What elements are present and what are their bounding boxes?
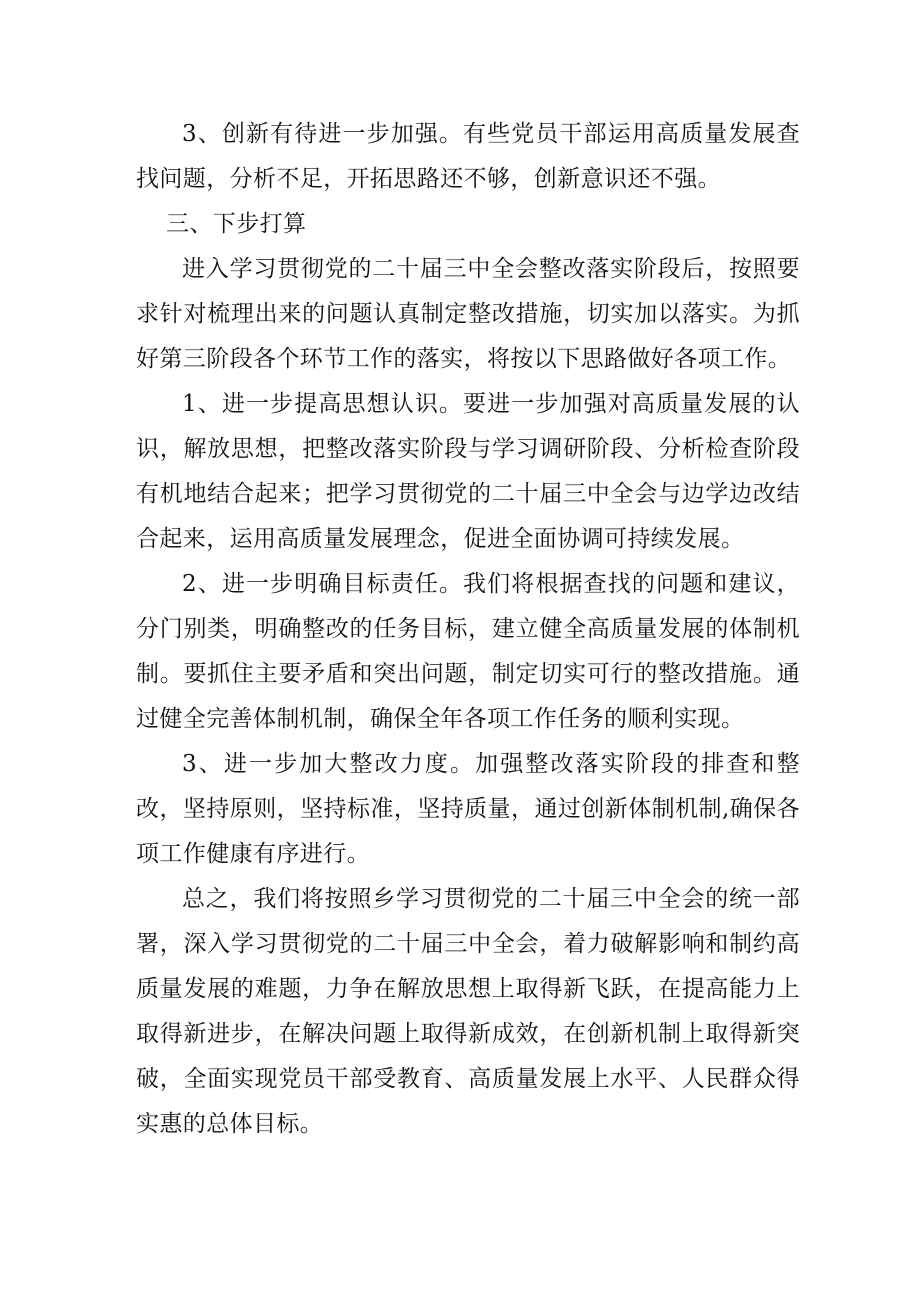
paragraph-intro-next-steps: 进入学习贯彻党的二十届三中全会整改落实阶段后，按照要求针对梳理出来的问题认真制定整改措施，切实加以落实。为抓好第三阶段各个环节工作的落实，将按以下思路做好各项工作。	[136, 256, 800, 372]
section-heading-next-steps: 三、下步打算	[166, 211, 307, 237]
paragraph-conclusion: 总之，我们将按照乡学习贯彻党的二十届三中全会的统一部署，深入学习贯彻党的二十届三中全会，着力破解影响和制约高质量发展的难题，力争在解放思想上取得新飞跃，在提高能力上取得新进步，在解决问题上取得新成效，在创新机制上取得新突破，全面实现党员干部受教育、高质量发展上水平、人民群众得实惠的总体目标。	[136, 886, 800, 1137]
paragraph-innovation-issue: 3、创新有待进一步加强。有些党员干部运用高质量发展查找问题，分析不足，开拓思路还不够，创新意识还不强。	[136, 121, 800, 192]
paragraph-step-1: 1、进一步提高思想认识。要进一步加强对高质量发展的认识，解放思想，把整改落实阶段与学习调研阶段、分析检查阶段有机地结合起来；把学习贯彻党的二十届三中全会与边学边改结合起来，运用高质量发展理念，促进全面协调可持续发展。	[136, 391, 800, 552]
paragraph-step-3: 3、进一步加大整改力度。加强整改落实阶段的排查和整改，坚持原则，坚持标准，坚持质量，通过创新体制机制,确保各项工作健康有序进行。	[136, 751, 800, 867]
paragraph-step-2: 2、进一步明确目标责任。我们将根据查找的问题和建议，分门别类，明确整改的任务目标，建立健全高质量发展的体制机制。要抓住主要矛盾和突出问题，制定切实可行的整改措施。通过健全完善体制机制，确保全年各项工作任务的顺利实现。	[136, 571, 800, 732]
document-body	[136, 112, 800, 1147]
